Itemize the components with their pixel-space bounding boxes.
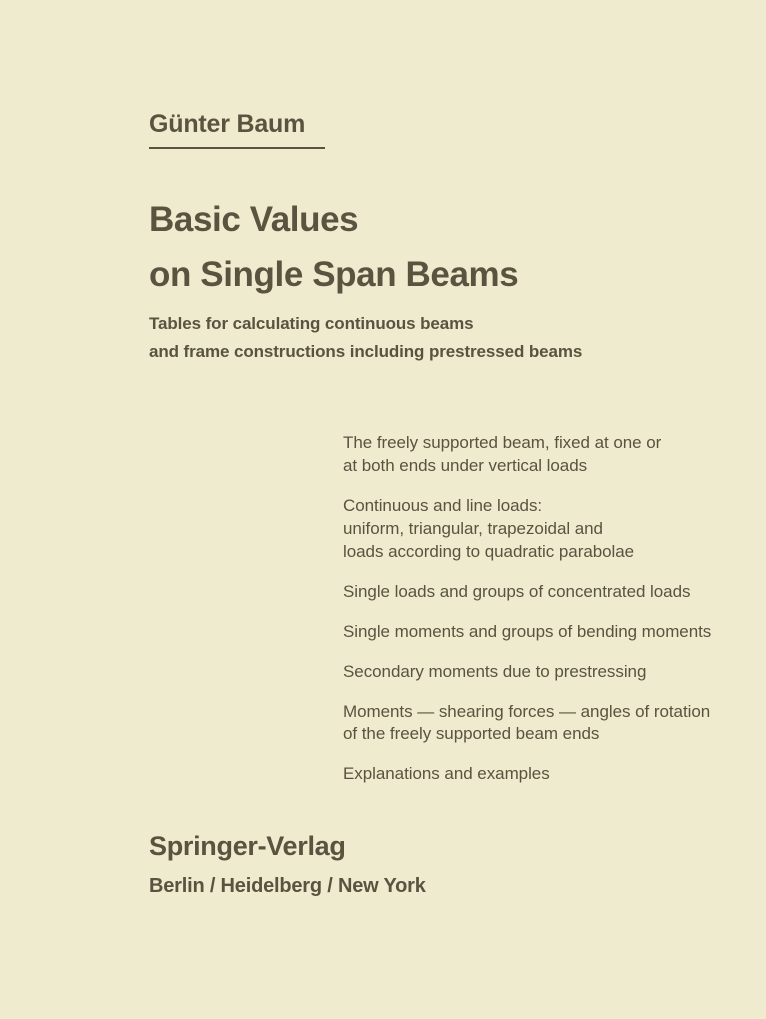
publisher-cities: Berlin / Heidelberg / New York	[149, 875, 426, 898]
content-item	[343, 621, 743, 644]
author-block	[149, 110, 629, 149]
content-item	[343, 432, 743, 478]
content-line: uniform, triangular, trapezoidal and	[343, 518, 603, 538]
content-item	[343, 661, 743, 684]
content-line: at both ends under vertical loads	[343, 455, 588, 475]
publisher-name: Springer-Verlag	[149, 831, 346, 861]
subtitle-line-1: Tables for calculating continuous beams	[149, 314, 474, 333]
subtitle-block	[149, 310, 689, 366]
content-item	[343, 581, 743, 604]
content-line: Secondary moments due to prestressing	[343, 661, 647, 681]
content-line: Explanations and examples	[343, 764, 550, 784]
content-line: loads according to quadratic parabolae	[343, 541, 635, 561]
content-item	[343, 701, 743, 747]
author-underline-rule	[149, 147, 325, 149]
title-block	[149, 192, 669, 303]
contents-list	[343, 432, 743, 786]
content-line: of the freely supported beam ends	[343, 724, 600, 744]
content-line: The freely supported beam, fixed at one or	[343, 433, 662, 452]
author-name: Günter Baum	[149, 110, 306, 138]
title-line-1: Basic Values	[149, 200, 359, 239]
content-item	[343, 495, 743, 564]
publisher-block	[149, 830, 569, 898]
content-line: Moments — shearing forces — angles of rotation	[343, 701, 711, 721]
subtitle-line-2: and frame constructions including prestressed beams	[149, 342, 583, 362]
content-item	[343, 763, 743, 786]
content-line: Continuous and line loads:	[343, 495, 543, 515]
title-line-2: on Single Span Beams	[149, 255, 519, 295]
content-line: Single loads and groups of concentrated loads	[343, 581, 691, 601]
content-line: Single moments and groups of bending moments	[343, 621, 712, 641]
